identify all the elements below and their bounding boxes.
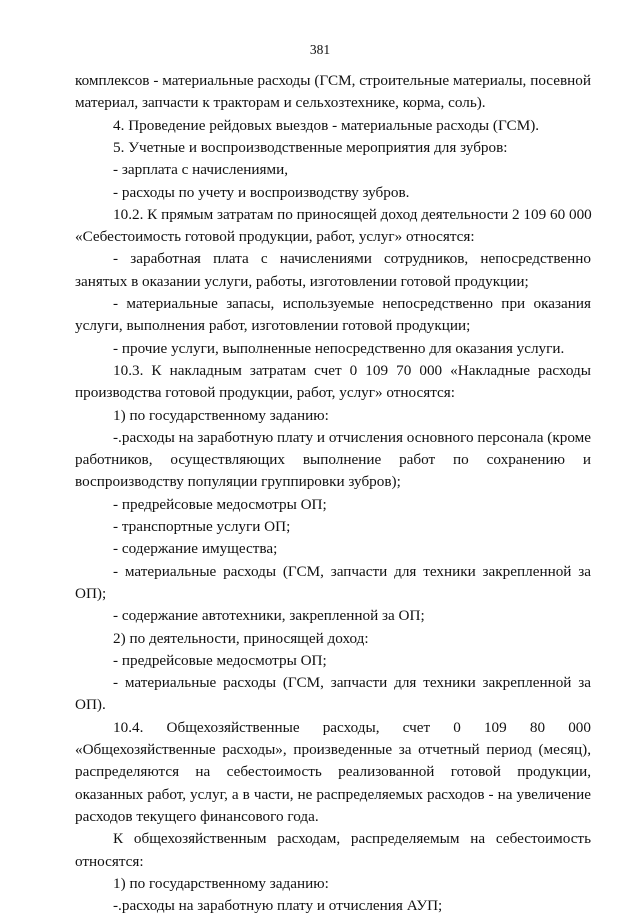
text-line: услуги, выполнения работ, изготовлении готовой продукции; [75, 317, 471, 335]
text-line: - материальные расходы (ГСМ, запчасти для техники закрепленной за [113, 562, 591, 580]
text-line: - предрейсовые медосмотры ОП; [113, 495, 327, 513]
text-line: - заработная плата с начислениями сотрудников, непосредственно [113, 250, 591, 268]
text-line: «Себестоимость готовой продукции, работ, услуг» относятся: [75, 228, 475, 246]
text-line: расходов текущего финансового года. [75, 807, 319, 825]
text-line: -.расходы на заработную плату и отчисления основного персонала (кроме [113, 428, 591, 446]
text-line: работников, осуществляющих выполнение работ по сохранению и [75, 451, 591, 469]
text-line: - транспортные услуги ОП; [113, 518, 291, 535]
text-line: - содержание автотехники, закрепленной за ОП; [113, 607, 425, 625]
text-line: - предрейсовые медосмотры ОП; [113, 651, 327, 669]
text-line: материал, запчасти к тракторам и сельхозтехнике, корма, соль). [75, 94, 486, 112]
text-line: -.расходы на заработную плату и отчисления АУП; [113, 897, 443, 915]
text-line: комплексов - материальные расходы (ГСМ, строительные материалы, посевной [75, 72, 591, 89]
text-line: «Общехозяйственные расходы», произведенные за отчетный период (месяц), [75, 741, 591, 758]
text-line: 4. Проведение рейдовых выездов - материальные расходы (ГСМ). [113, 116, 540, 134]
text-line: - материальные расходы (ГСМ, запчасти для техники закрепленной за [113, 674, 591, 692]
text-line: - расходы по учету и воспроизводству зубров. [113, 183, 410, 201]
text-line: 10.4. Общехозяйственные расходы, счет 0 109 80 000 [113, 718, 591, 736]
text-line: - прочие услуги, выполненные непосредственно для оказания услуги. [113, 339, 565, 357]
text-line: - содержание имущества; [113, 540, 278, 558]
text-line: оказанных работ, услуг, а в части, не распределяемых расходов - на увеличение [75, 785, 591, 803]
text-line: 1) по государственному заданию: [113, 874, 329, 892]
text-line: занятых в оказании услуги, работы, изготовлении готовой продукции; [75, 272, 529, 290]
page-number: 381 [309, 42, 331, 57]
text-line: производства готовой продукции, работ, услуг» относятся: [75, 384, 455, 402]
text-line: относятся: [75, 852, 144, 870]
text-line: ОП); [75, 584, 107, 602]
text-line: 5. Учетные и воспроизводственные мероприятия для зубров: [113, 138, 508, 156]
text-line: - материальные запасы, используемые непосредственно при оказания [113, 295, 591, 312]
text-line: 2) по деятельности, приносящей доход: [113, 629, 369, 647]
text-line: К общехозяйственным расходам, распределяемым на себестоимость [113, 830, 591, 848]
text-line: - зарплата с начислениями, [113, 161, 289, 179]
text-line: 10.3. К накладным затратам счет 0 109 70 000 «Накладные расходы [113, 361, 591, 379]
text-line: распределяются на себестоимость реализованной готовой продукции, [75, 763, 591, 781]
text-line: ОП). [75, 696, 106, 714]
text-line: воспроизводству популяции группировки зубров); [75, 473, 401, 491]
text-line: 10.2. К прямым затратам по приносящей доход деятельности 2 109 60 000 [113, 205, 592, 223]
text-line: 1) по государственному заданию: [113, 406, 329, 424]
